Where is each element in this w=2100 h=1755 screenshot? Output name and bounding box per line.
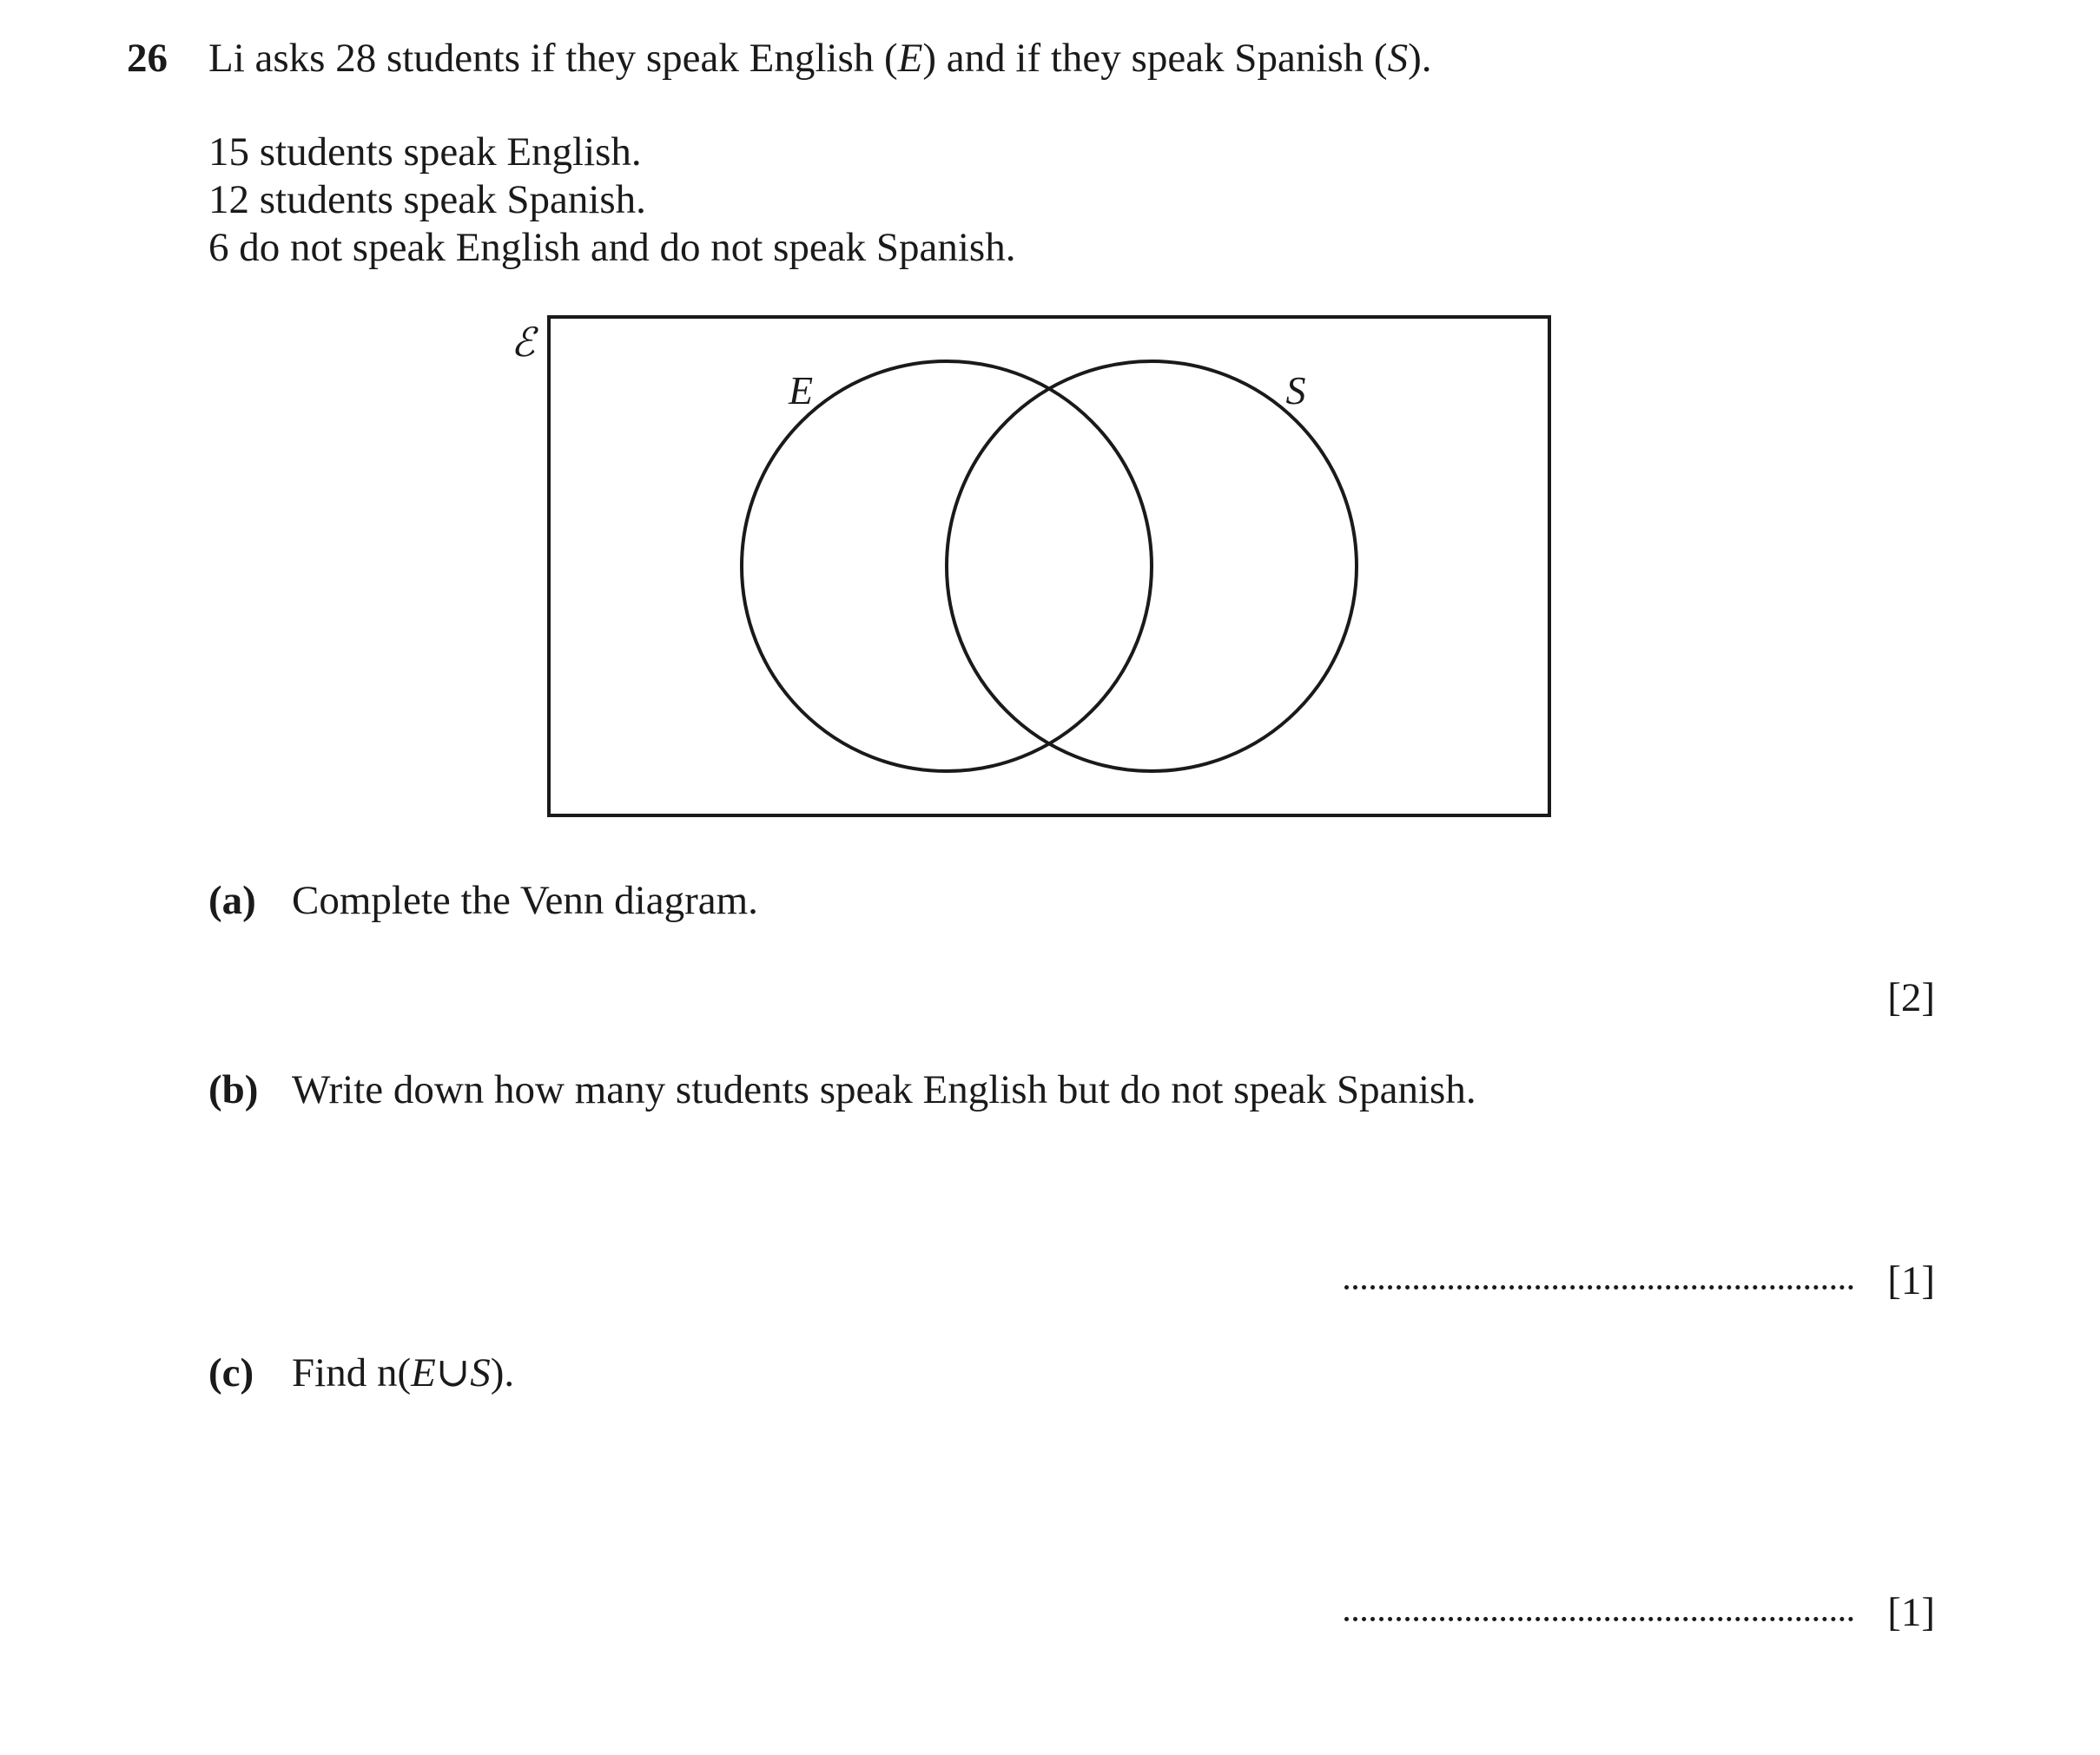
intro-text-1: Li asks 28 students if they speak English ( — [208, 36, 898, 81]
fact-english: 15 students speak English. — [208, 129, 642, 175]
part-c-set-s: S — [470, 1350, 491, 1395]
part-b-marks: [1] — [1887, 1258, 1935, 1303]
part-c-marks: [1] — [1887, 1590, 1935, 1635]
set-e-label: E — [788, 368, 814, 412]
intro-set-e: E — [897, 36, 923, 81]
universal-set-symbol: ℰ — [511, 319, 535, 366]
part-c-text-post: ). — [490, 1350, 515, 1395]
part-b-answer-line[interactable] — [1344, 1285, 1853, 1290]
fact-spanish: 12 students speak Spanish. — [208, 177, 646, 222]
venn-diagram — [0, 0, 2100, 868]
universal-set-box — [549, 317, 1549, 815]
part-b-label: (b) — [208, 1067, 259, 1112]
part-a-marks: [2] — [1887, 975, 1935, 1020]
part-c-label: (c) — [208, 1350, 254, 1395]
part-c-text-pre: Find n( — [292, 1350, 412, 1395]
part-c-set-e: E — [411, 1350, 436, 1395]
intro-text-2: ) and if they speak Spanish ( — [922, 36, 1388, 81]
fact-neither: 6 do not speak English and do not speak Spanish. — [208, 225, 1016, 270]
set-s-label: S — [1285, 368, 1306, 412]
intro-set-s: S — [1387, 36, 1409, 81]
part-b-text: Write down how many students speak English but do not speak Spanish. — [292, 1067, 1476, 1112]
union-symbol: ∪ — [435, 1350, 471, 1395]
question-number: 26 — [127, 36, 168, 81]
part-c-text — [292, 1350, 515, 1395]
part-a-text: Complete the Venn diagram. — [292, 878, 758, 923]
part-c-answer-line[interactable] — [1344, 1617, 1853, 1621]
part-a-label: (a) — [208, 878, 256, 923]
intro-text-3: ). — [1408, 36, 1432, 81]
